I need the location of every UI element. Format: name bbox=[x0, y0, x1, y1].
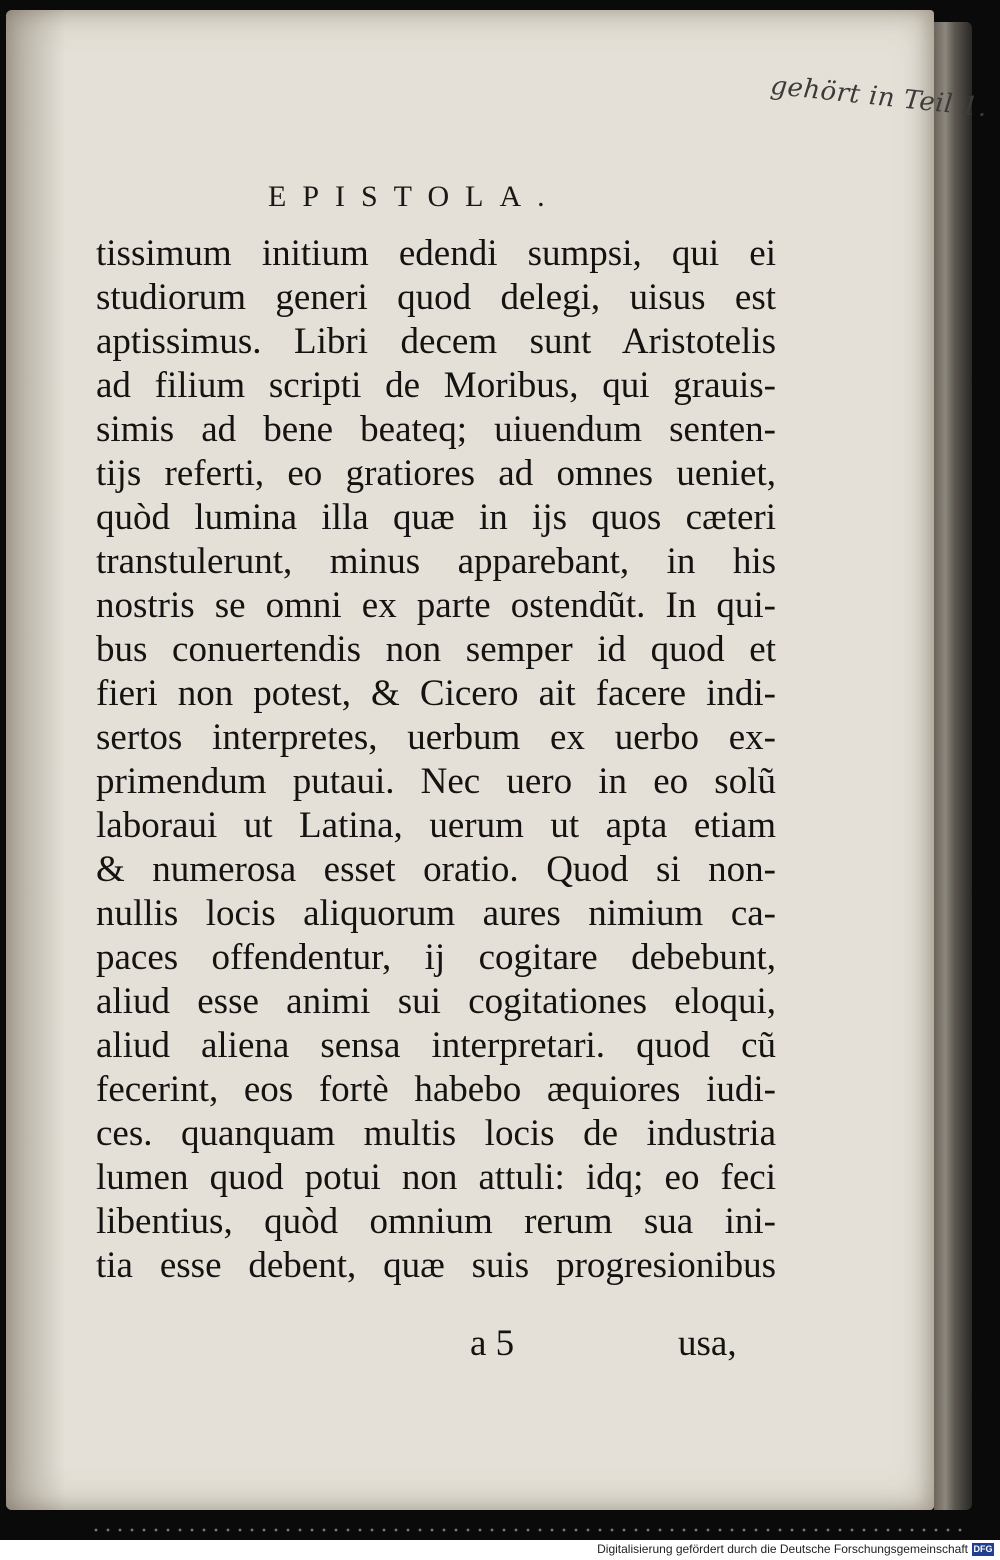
text-line: simis ad bene beateq; uiuendum senten- bbox=[96, 409, 776, 450]
text-line: tissimum initium edendi sumpsi, qui ei bbox=[96, 233, 776, 274]
text-line: lumen quod potui non attuli: idq; eo feci bbox=[96, 1157, 776, 1198]
text-line: quòd lumina illa quæ in ijs quos cæteri bbox=[96, 497, 776, 538]
text-line: tia esse debent, quæ suis progresionibus bbox=[96, 1245, 776, 1286]
text-line: nullis locis aliquorum aures nimium ca- bbox=[96, 893, 776, 934]
digitization-credit: Digitalisierung gefördert durch die Deutsche Forschungsgemeinschaft bbox=[597, 1542, 968, 1556]
page-edge bbox=[934, 22, 972, 1510]
text-line: fieri non potest, & Cicero ait facere indi- bbox=[96, 673, 776, 714]
handwritten-annotation: gehört in Teil 1. bbox=[769, 70, 989, 124]
text-line: & numerosa esset oratio. Quod si non- bbox=[96, 849, 776, 890]
text-line: bus conuertendis non semper id quod et bbox=[96, 629, 776, 670]
text-line: sertos interpretes, uerbum ex uerbo ex- bbox=[96, 717, 776, 758]
text-line: studiorum generi quod delegi, uisus est bbox=[96, 277, 776, 318]
footer-dotted-rule bbox=[90, 1528, 970, 1532]
text-line: transtulerunt, minus apparebant, in his bbox=[96, 541, 776, 582]
running-head: EPISTOLA. bbox=[268, 180, 561, 213]
text-line: paces offendentur, ij cogitare debebunt, bbox=[96, 937, 776, 978]
signature-mark: a 5 bbox=[470, 1323, 515, 1364]
body-text bbox=[96, 232, 776, 1288]
dfg-logo-icon: DFG bbox=[973, 1544, 993, 1554]
text-line: nostris se omni ex parte ostendũt. In qui- bbox=[96, 585, 776, 626]
text-line: laboraui ut Latina, uerum ut apta etiam bbox=[96, 805, 776, 846]
text-line: fecerint, eos fortè habebo æquiores iudi- bbox=[96, 1069, 776, 1110]
text-line: primendum putaui. Nec uero in eo solũ bbox=[96, 761, 776, 802]
text-line: tijs referti, eo gratiores ad omnes ueniet, bbox=[96, 453, 776, 494]
text-line: aliud aliena sensa interpretari. quod cũ bbox=[96, 1025, 776, 1066]
text-line: ad filium scripti de Moribus, qui grauis- bbox=[96, 365, 776, 406]
text-line: aliud esse animi sui cogitationes eloqui, bbox=[96, 981, 776, 1022]
gutter-shadow bbox=[6, 10, 66, 1510]
text-line: ces. quanquam multis locis de industria bbox=[96, 1113, 776, 1154]
catchword: usa, bbox=[678, 1323, 737, 1364]
text-line: aptissimus. Libri decem sunt Aristotelis bbox=[96, 321, 776, 362]
text-line: libentius, quòd omnium rerum sua ini- bbox=[96, 1201, 776, 1242]
